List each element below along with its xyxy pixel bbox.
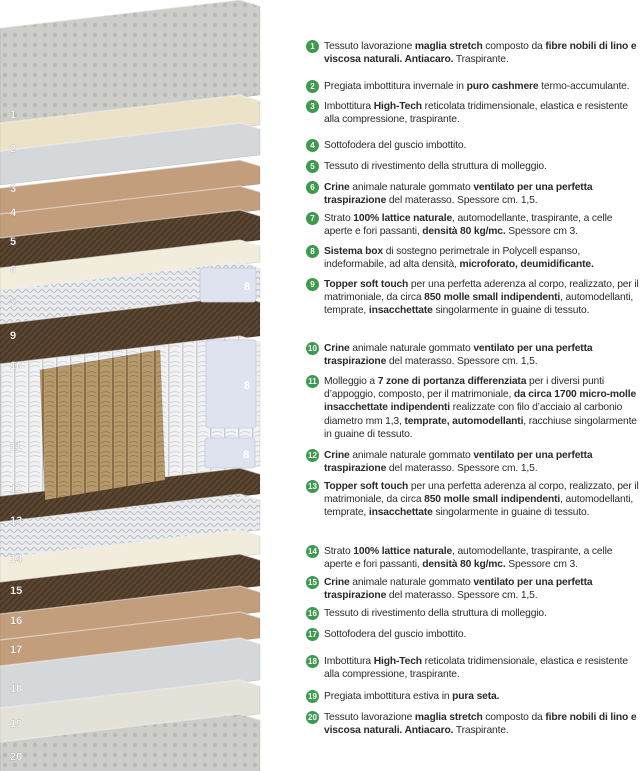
legend-text: singolarmente in guaine di tessuto. <box>432 305 590 317</box>
legend-text: 850 molle small indipendenti <box>424 494 561 506</box>
legend-text: ventilato per una perfetta traspirazione <box>324 577 593 602</box>
legend-text: animale naturale gommato <box>349 450 474 461</box>
legend-text: Topper soft touch <box>324 481 409 492</box>
legend-text: termo-accumulante. <box>538 81 630 92</box>
legend-text: , racchiuse singolarmente in guaine di tessuto. <box>324 415 637 440</box>
layer-number-19: 19 <box>10 718 23 730</box>
legend-text: Crine <box>324 343 350 354</box>
legend-text: densità 80 kg/mc. <box>422 226 506 238</box>
legend-text: del materasso. Spessore cm. 1,5. <box>386 590 538 602</box>
legend-text: 100% lattice naturale <box>353 546 453 557</box>
legend-text: Traspirante. <box>453 725 509 737</box>
legend-text: insacchettate <box>368 507 433 519</box>
legend-text: temprate, automodellanti <box>404 415 524 427</box>
legend-item-9 <box>306 278 642 318</box>
legend-item-5 <box>306 160 642 173</box>
legend-item-2 <box>306 80 642 93</box>
legend-number-badge: 19 <box>306 690 319 703</box>
legend-text: del materasso. Spessore cm. 1,5. <box>386 195 538 207</box>
legend-text: Imbottitura <box>324 656 374 667</box>
legend-number-badge: 7 <box>306 212 319 225</box>
legend-text: , automodellanti, temprate, <box>324 292 634 317</box>
legend-number-badge: 14 <box>306 545 319 558</box>
legend-number-badge: 5 <box>306 160 319 173</box>
legend-item-11 <box>306 375 642 441</box>
legend-text: 100% lattice naturale <box>353 213 453 224</box>
layer-number-15: 15 <box>10 585 23 597</box>
legend-number-badge: 20 <box>306 711 319 724</box>
legend-text: Pregiata imbottitura invernale in <box>324 81 467 92</box>
legend-number-badge: 4 <box>306 139 319 152</box>
legend-item-8 <box>306 245 642 271</box>
legend-text: Traspirante. <box>453 54 509 66</box>
legend-number-badge: 1 <box>306 40 319 53</box>
legend-text: fibre nobili di lino e viscosa naturali. Antiacaro. <box>324 41 637 66</box>
legend-item-16 <box>306 607 642 620</box>
legend-text: Spessore cm 3. <box>505 226 578 238</box>
legend-text: Topper soft touch <box>324 279 409 290</box>
legend-text: composto da <box>482 41 546 52</box>
legend-number-badge: 18 <box>306 655 319 668</box>
legend-item-7 <box>306 212 642 238</box>
legend-text: , automodellanti, temprate, <box>324 494 634 519</box>
legend-text: pura seta. <box>452 691 500 702</box>
legend-text: del materasso. Spessore cm. 1,5. <box>386 356 538 368</box>
legend-item-20 <box>306 711 642 737</box>
legend-text: del materasso. Spessore cm. 1,5. <box>386 463 538 475</box>
layer-number-17: 17 <box>10 644 23 656</box>
legend-number-badge: 3 <box>306 100 319 113</box>
layer-number-1: 1 <box>10 109 17 121</box>
legend-item-3 <box>306 100 642 126</box>
legend-text: Sistema box <box>324 246 384 257</box>
legend-text: ventilato per una perfetta traspirazione <box>324 343 593 368</box>
mattress-layer-illustration <box>0 0 300 771</box>
legend-text: Strato <box>324 213 354 224</box>
legend-item-6 <box>306 181 642 207</box>
legend-item-19 <box>306 690 642 703</box>
layer-number-20: 20 <box>10 751 23 763</box>
legend-text: puro cashmere <box>466 81 539 92</box>
legend-text: ventilato per una perfetta traspirazione <box>324 450 593 475</box>
legend-text: maglia stretch <box>414 712 483 723</box>
legend-text: Tessuto di rivestimento della struttura di molleggio. <box>324 161 547 172</box>
side-box-label: 8 <box>244 380 251 392</box>
legend-text: Tessuto lavorazione <box>324 41 415 52</box>
legend-item-4 <box>306 139 642 152</box>
legend-text: Sottofodera del guscio imbottito. <box>324 140 467 151</box>
side-box-label: 8 <box>244 281 251 293</box>
legend-number-badge: 12 <box>306 449 319 462</box>
layer-number-4: 4 <box>10 207 17 219</box>
legend-text: reticolata tridimensionale, elastica e resistente alla compressione, traspirante. <box>324 656 628 681</box>
layer-number-12: 12 <box>10 483 23 495</box>
legend-number-badge: 13 <box>306 480 319 493</box>
legend-text: Sottofodera del guscio imbottito. <box>324 629 467 640</box>
legend-text: di sostegno perimetrale in Polycell espanso, indeformabile, ad alta densità, <box>324 246 581 271</box>
legend-item-18 <box>306 655 642 681</box>
legend-text: maglia stretch <box>414 41 483 52</box>
layer-number-3: 3 <box>10 183 17 195</box>
legend-item-10 <box>306 342 642 368</box>
legend-number-badge: 8 <box>306 245 319 258</box>
legend-item-17 <box>306 628 642 641</box>
legend-item-12 <box>306 449 642 475</box>
legend-text: animale naturale gommato <box>349 182 474 193</box>
legend-text: 850 molle small indipendenti <box>424 292 561 304</box>
side-box-label: 8 <box>243 449 250 461</box>
layer-number-10: 10 <box>10 360 23 372</box>
legend-text: per una perfetta aderenza al corpo, realizzato, per il matrimoniale, da circa <box>324 279 639 304</box>
legend-text: per i diversi punti d’appoggio, composto, per il matrimoniale, <box>324 376 604 401</box>
legend-text: composto da <box>482 712 546 723</box>
legend-text: Crine <box>324 182 350 193</box>
layer-number-18: 18 <box>10 683 23 695</box>
legend-number-badge: 15 <box>306 576 319 589</box>
legend-text: animale naturale gommato <box>349 577 474 588</box>
layer-number-11: 11 <box>10 441 22 453</box>
legend-text: realizzate con filo d’acciaio al carbonio diametro mm 1,3, <box>324 402 623 427</box>
legend-text: Tessuto di rivestimento della struttura di molleggio. <box>324 608 547 619</box>
legend-number-badge: 10 <box>306 342 319 355</box>
legend-text: 7 zone di portanza differenziata <box>377 376 527 387</box>
legend-text: Pregiata imbottitura estiva in <box>324 691 453 702</box>
layer-number-16: 16 <box>10 615 23 627</box>
legend-text: Strato <box>324 546 354 557</box>
legend-text: densità 80 kg/mc. <box>422 559 506 571</box>
legend-text: animale naturale gommato <box>349 343 474 354</box>
layer-number-6: 6 <box>10 264 17 276</box>
legend-text: High-Tech <box>373 656 422 667</box>
legend-text: , automodellante, traspirante, a celle aperte e fori passanti, <box>324 213 613 238</box>
layer-central-springs <box>40 350 165 500</box>
legend-number-badge: 9 <box>306 278 319 291</box>
legend-number-badge: 2 <box>306 80 319 93</box>
legend-text: Crine <box>324 450 350 461</box>
legend-text: Spessore cm 3. <box>505 559 578 571</box>
legend-text: , automodellante, traspirante, a celle aperte e fori passanti, <box>324 546 613 571</box>
legend-item-14 <box>306 545 642 571</box>
legend-number-badge: 16 <box>306 607 319 620</box>
legend-text: per una perfetta aderenza al corpo, realizzato, per il matrimoniale, da circa <box>324 481 639 506</box>
layer-number-13: 13 <box>10 515 23 527</box>
legend-text: fibre nobili di lino e viscosa naturali. Antiacaro. <box>324 712 637 737</box>
legend-number-badge: 17 <box>306 628 319 641</box>
layer-number-7: 7 <box>10 298 17 310</box>
layer-number-2: 2 <box>10 143 17 155</box>
legend-item-1 <box>306 40 642 66</box>
legend-text: da circa 1700 micro-molle insacchettate indipendenti <box>324 389 637 414</box>
legend-item-15 <box>306 576 642 602</box>
legend-text: reticolata tridimensionale, elastica e resistente alla compressione, traspirante. <box>324 101 628 126</box>
legend-text: insacchettate <box>368 305 433 317</box>
legend-number-badge: 6 <box>306 181 319 194</box>
legend-text: Molleggio a <box>324 376 378 387</box>
layer-number-5: 5 <box>10 236 17 248</box>
legend-text: High-Tech <box>373 101 422 112</box>
legend-number-badge: 11 <box>306 375 319 388</box>
legend-text: Tessuto lavorazione <box>324 712 415 723</box>
legend-text: microforato, deumidificante. <box>459 259 594 271</box>
layer-number-9: 9 <box>10 330 17 342</box>
legend-text: singolarmente in guaine di tessuto. <box>432 507 590 519</box>
legend-text: Crine <box>324 577 350 588</box>
legend-text: ventilato per una perfetta traspirazione <box>324 182 593 207</box>
legend-item-13 <box>306 480 642 520</box>
legend-text: Imbottitura <box>324 101 374 112</box>
layer-number-14: 14 <box>10 553 23 565</box>
